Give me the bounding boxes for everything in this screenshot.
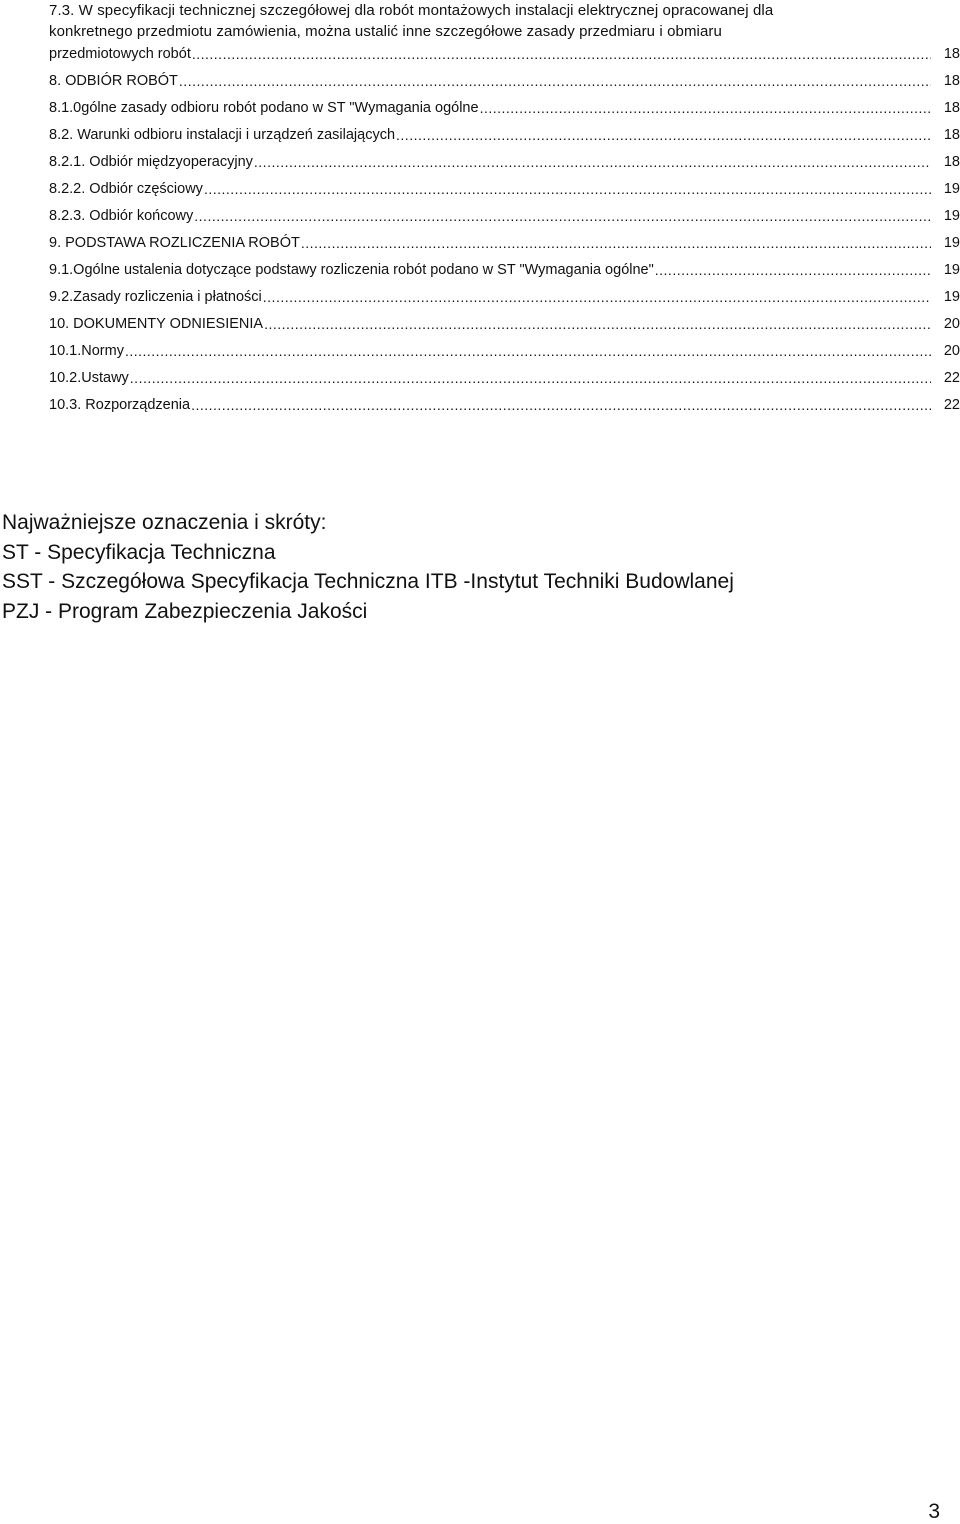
toc-entry-label: 8.1.0gólne zasady odbioru robót podano w ST "Wymagania ogólne [49, 100, 479, 116]
toc-intro [49, 0, 960, 42]
toc-intro-line: konkretnego przedmiotu zamówienia, można ustalić inne szczegółowe zasady przedmiaru i obmiaru [49, 23, 722, 40]
toc-entry-page: 19 [943, 289, 960, 305]
abbreviations-heading: Najważniejsze oznaczenia i skróty: [2, 511, 327, 534]
abbreviation-item: PZJ - Program Zabezpieczenia Jakości [2, 599, 368, 623]
toc-dot-leader [301, 234, 931, 252]
toc-entry-page: 19 [943, 262, 960, 278]
toc-entry-label: 10.1.Normy [49, 343, 124, 359]
toc-entry-page: 20 [943, 316, 960, 332]
toc-entry-page: 19 [943, 208, 960, 224]
toc-dot-leader [655, 261, 931, 279]
toc-entry-label: 8. ODBIÓR ROBÓT [49, 73, 178, 89]
toc-entry[interactable] [49, 252, 960, 279]
toc-entry-label: 10.2.Ustawy [49, 370, 129, 386]
page-number: 3 [928, 1500, 940, 1523]
toc-entry[interactable] [49, 117, 960, 144]
toc-entry-label: 10. DOKUMENTY ODNIESIENIA [49, 316, 264, 332]
toc-entry[interactable] [49, 198, 960, 225]
toc-dot-leader [194, 207, 931, 225]
toc-entry-label: 10.3. Rozporządzenia [49, 397, 191, 413]
toc-entry-page: 20 [943, 343, 960, 359]
toc-dot-leader [396, 126, 931, 144]
toc-entry-label: 8.2.3. Odbiór końcowy [49, 208, 194, 224]
toc-entry[interactable] [49, 306, 960, 333]
toc-entry[interactable] [49, 144, 960, 171]
toc-entry-label: przedmiotowych robót [49, 46, 191, 62]
toc-entry-label: 8.2.2. Odbiór częściowy [49, 181, 203, 197]
toc-entry[interactable] [49, 225, 960, 252]
toc-entry-page: 18 [943, 46, 960, 62]
toc-entry[interactable] [49, 360, 960, 387]
toc-dot-leader [264, 315, 931, 333]
abbreviation-item: SST - Szczegółowa Specyfikacja Techniczna ITB -Instytut Techniki Budowlanej [2, 570, 734, 593]
toc-entry-label: 8.2.1. Odbiór międzyoperacyjny [49, 154, 253, 170]
toc-entry[interactable] [49, 387, 960, 414]
toc-entry-page: 18 [943, 127, 960, 143]
toc-dot-leader [480, 99, 931, 117]
abbreviations-section [2, 508, 734, 626]
toc-entry-label: 9.1.Ogólne ustalenia dotyczące podstawy rozliczenia robót podano w ST "Wymagania ogólne" [49, 262, 654, 278]
toc-entry-label: 9.2.Zasady rozliczenia i płatności [49, 289, 262, 305]
table-of-contents [49, 0, 960, 414]
toc-dot-leader [191, 396, 931, 414]
toc-entry-page: 18 [943, 73, 960, 89]
toc-dot-leader [204, 180, 931, 198]
toc-entry-label: 8.2. Warunki odbioru instalacji i urządzeń zasilających [49, 127, 396, 143]
toc-entry-page: 19 [943, 235, 960, 251]
abbreviation-item: ST - Specyfikacja Techniczna [2, 540, 276, 564]
toc-entry-page: 22 [943, 397, 960, 413]
toc-intro-line: 7.3. W specyfikacji technicznej szczegółowej dla robót montażowych instalacji elektrycznej opracowanej dla [49, 2, 774, 19]
toc-entry-page: 18 [943, 100, 960, 116]
toc-entry-page: 22 [943, 370, 960, 386]
toc-dot-leader [179, 72, 931, 90]
toc-entry[interactable] [49, 42, 960, 63]
toc-entry[interactable] [49, 279, 960, 306]
toc-entry[interactable] [49, 63, 960, 90]
toc-dot-leader [192, 45, 931, 63]
toc-dot-leader [130, 369, 931, 387]
toc-dot-leader [125, 342, 931, 360]
toc-entry[interactable] [49, 171, 960, 198]
toc-dot-leader [263, 288, 931, 306]
toc-entry[interactable] [49, 90, 960, 117]
toc-dot-leader [254, 153, 931, 171]
toc-entry-page: 19 [943, 181, 960, 197]
toc-entry[interactable] [49, 333, 960, 360]
toc-entry-page: 18 [943, 154, 960, 170]
toc-entry-label: 9. PODSTAWA ROZLICZENIA ROBÓT [49, 235, 300, 251]
